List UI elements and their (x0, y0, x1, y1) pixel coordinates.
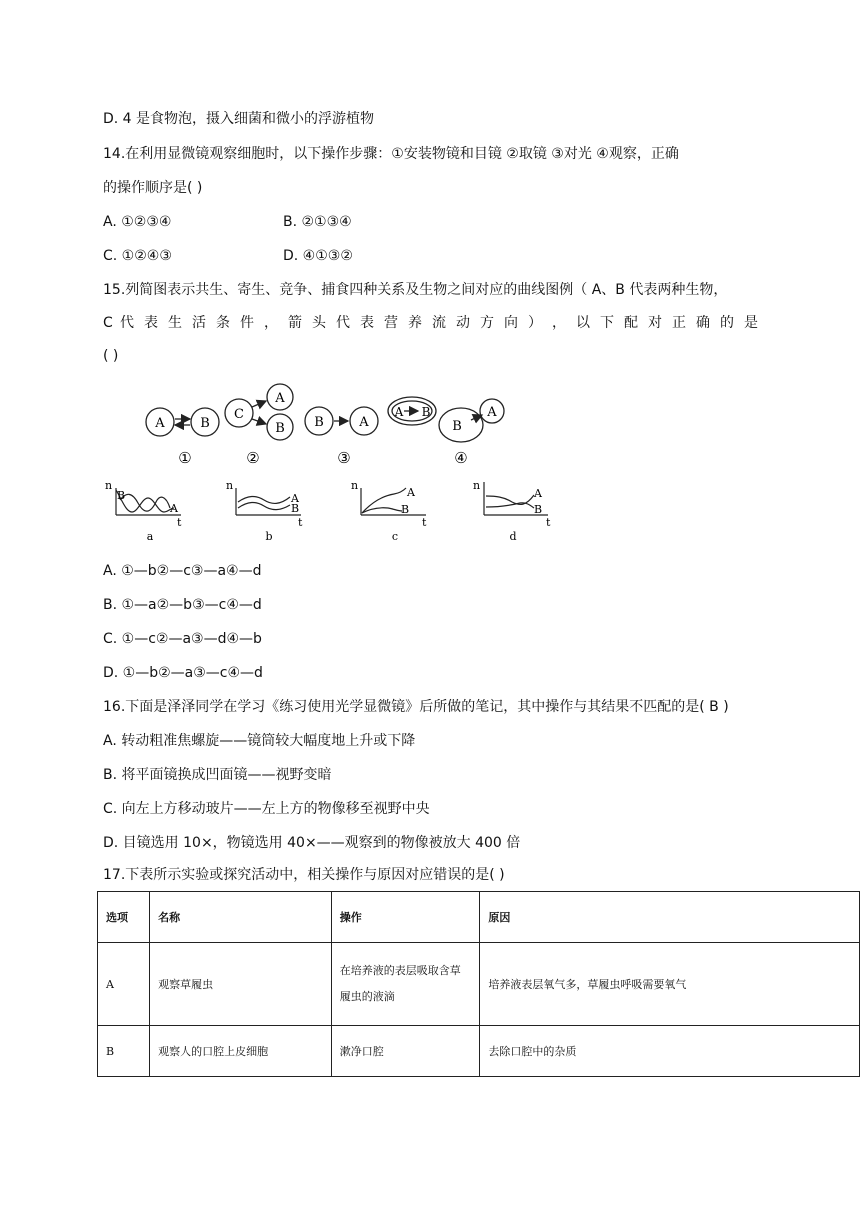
cell-reason: 去除口腔中的杂质 (480, 1026, 860, 1077)
q16-option-d: D. 目镜选用 10×，物镜选用 40×——观察到的物像被放大 400 倍 (103, 835, 521, 851)
graph-label-d: d (509, 530, 517, 543)
curve-label-a: A (407, 486, 415, 499)
q16-stem: 16.下面是泽泽同学在学习《练习使用光学显微镜》后所做的笔记，其中操作与其结果不匹配的是( B ) (103, 699, 729, 715)
header-name: 名称 (150, 892, 332, 943)
node-b: B (421, 405, 431, 419)
q15-option-c: C. ①—c②—a③—d④—b (103, 631, 262, 647)
axis-t: t (298, 516, 303, 529)
q14-option-c: C. ①②④③ (103, 248, 172, 264)
q14-option-d: D. ④①③② (283, 248, 353, 264)
curve-label-b: B (117, 489, 126, 502)
q16-option-a: A. 转动粗准焦螺旋——镜筒较大幅度地上升或下降 (103, 733, 416, 749)
curve-label-a: A (534, 487, 542, 500)
q15-option-b: B. ①—a②—b③—c④—d (103, 597, 262, 613)
node-a: A (275, 391, 285, 406)
q15-option-d: D. ①—b②—a③—c④—d (103, 665, 263, 681)
graph-label-b: b (265, 530, 273, 543)
axis-n: n (226, 479, 234, 492)
graph-c (361, 488, 426, 515)
axis-n: n (473, 479, 481, 492)
q14-option-b: B. ②①③④ (283, 214, 352, 230)
table-header-row (98, 892, 860, 943)
curve-label-a: A (291, 492, 299, 505)
axis-n: n (105, 479, 113, 492)
cell-reason: 培养液表层氧气多，草履虫呼吸需要氧气 (480, 943, 860, 1026)
diagram-number-4: ④ (454, 449, 468, 467)
cell-option: A (98, 943, 150, 1026)
q15-option-a: A. ①—b②—c③—a④—d (103, 563, 262, 579)
node-a: A (487, 405, 497, 420)
q16-option-c: C. 向左上方移动玻片——左上方的物像移至视野中央 (103, 801, 430, 817)
diagram-number-3: ③ (337, 449, 351, 467)
curve-label-b: B (534, 503, 543, 516)
graph-label-c: c (391, 530, 399, 543)
q15-stem-line1: 15.列简图表示共生、寄生、竞争、捕食四种关系及生物之间对应的曲线图例（ A、B 代表两种生物， (103, 282, 728, 298)
curve-label-b: B (401, 503, 410, 516)
diagram-number-1: ① (178, 449, 192, 467)
cell-option: B (98, 1026, 150, 1077)
q14-stem-line2: 的操作顺序是( ) (103, 180, 203, 196)
node-a: A (155, 416, 165, 431)
cell-name: 观察人的口腔上皮细胞 (150, 1026, 332, 1077)
node-c: C (234, 407, 244, 422)
node-b: B (314, 415, 324, 430)
relationship-figure (0, 0, 860, 560)
q15-stem-line2: C 代 表 生 活 条 件 ， 箭 头 代 表 营 养 流 动 方 向 ） ， 以 下 配 对 正 确 的 是 (103, 315, 758, 331)
node-a: A (359, 415, 369, 430)
table-row (98, 1026, 860, 1077)
q14-option-a: A. ①②③④ (103, 214, 172, 230)
axis-t: t (177, 516, 182, 529)
header-reason: 原因 (480, 892, 860, 943)
axis-t: t (546, 516, 551, 529)
curve-label-b: B (291, 502, 300, 515)
header-operation: 操作 (331, 892, 480, 943)
node-b: B (200, 416, 210, 431)
curve-label-a: A (170, 502, 178, 515)
node-b: B (452, 419, 462, 434)
table-row (98, 943, 860, 1026)
cell-name: 观察草履虫 (150, 943, 332, 1026)
graph-label-a: a (146, 530, 154, 543)
axis-n: n (351, 479, 359, 492)
node-a: A (394, 405, 404, 419)
header-option: 选项 (98, 892, 150, 943)
cell-operation: 在培养液的表层吸取含草履虫的液滴 (339, 964, 461, 1003)
q13-option-d: D. 4 是食物泡，摄入细菌和微小的浮游植物 (103, 111, 375, 127)
diagram-number-2: ② (246, 449, 260, 467)
node-b: B (275, 421, 285, 436)
axis-t: t (422, 516, 427, 529)
q17-stem: 17.下表所示实验或探究活动中，相关操作与原因对应错误的是( ) (103, 867, 505, 883)
q15-stem-line3: ( ) (103, 348, 119, 364)
q17-table (97, 891, 860, 1077)
cell-operation: 漱净口腔 (331, 1026, 480, 1077)
q14-stem-line1: 14.在利用显微镜观察细胞时，以下操作步骤：①安装物镜和目镜 ②取镜 ③对光 ④观察，正确 (103, 146, 679, 162)
q16-option-b: B. 将平面镜换成凹面镜——视野变暗 (103, 767, 332, 783)
